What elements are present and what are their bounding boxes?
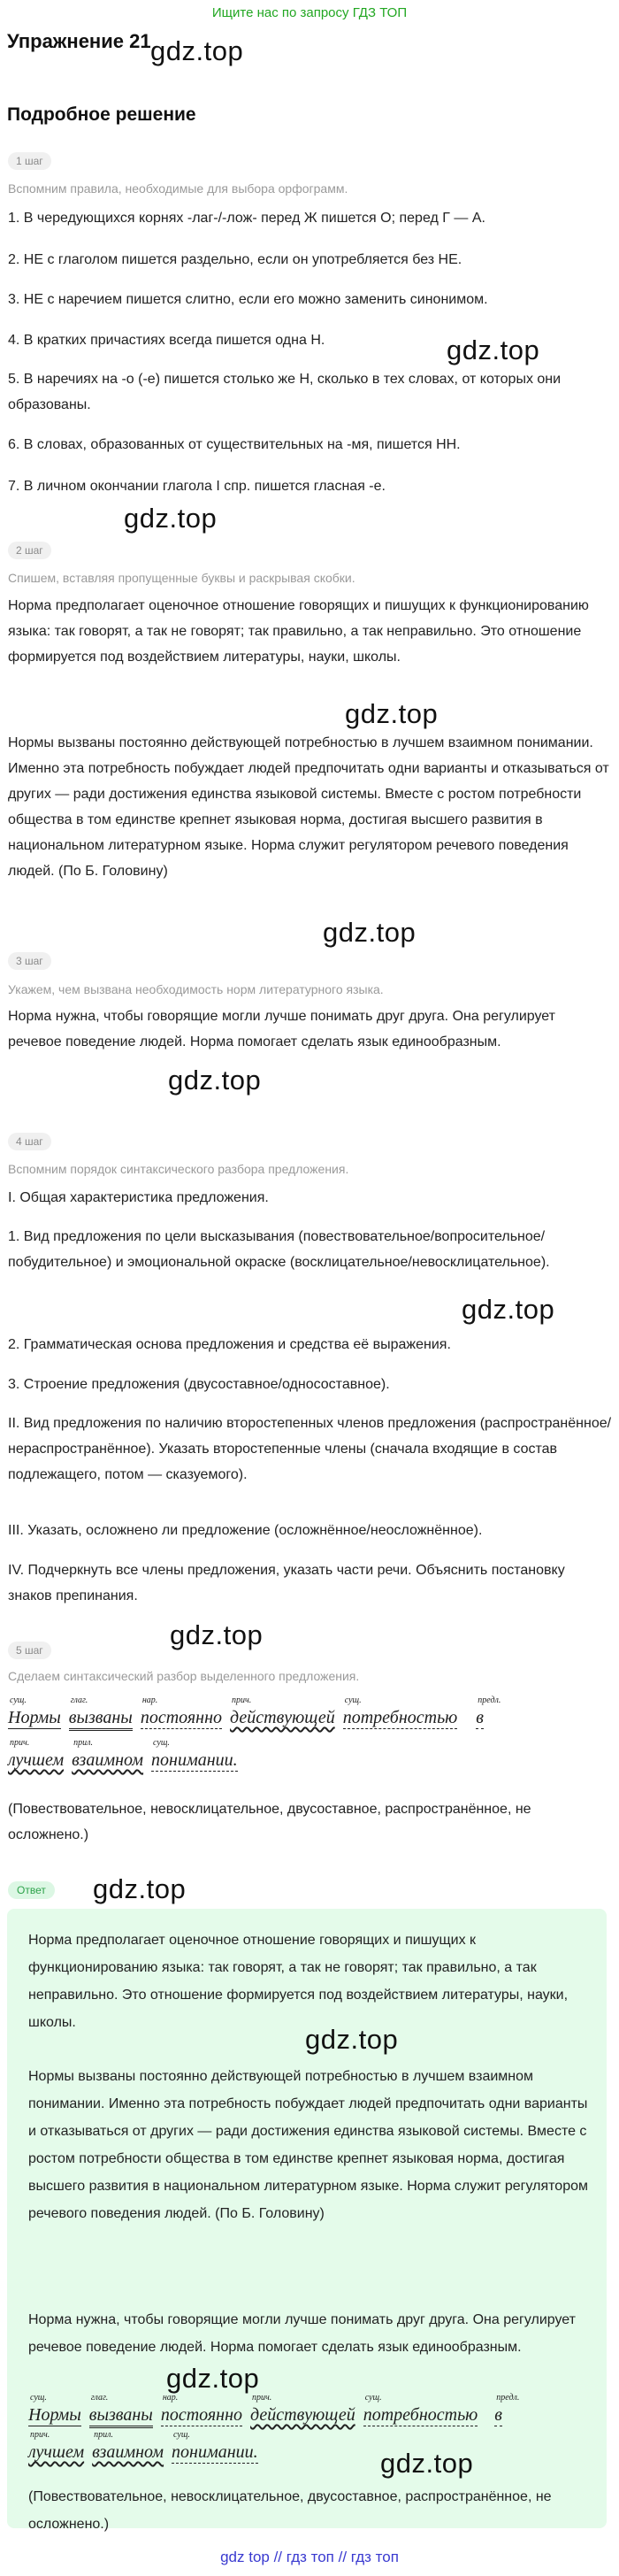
parse-word: прич. лучшем <box>8 1738 65 1770</box>
step-hint: Сделаем синтаксический разбор выделенного предложения. <box>8 1669 360 1683</box>
answer-paragraph: Норма предполагает оценочное отношение говорящих и пишущих к функционированию языка: так говорят, а так не говорят; так правильно, а так неправильно. Это отношение формируется под воздействием литературы, науки, школы. <box>28 1933 569 2030</box>
parse-word: сущ. потребностью <box>363 2393 478 2425</box>
rule-item: 6. В словах, образованных от существительных на -мя, пишется НН. <box>8 437 461 452</box>
parse-word: прич. действующей <box>230 1696 335 1727</box>
answer-paragraph: Нормы вызваны постоянно действующей потребностью в лучшем взаимном понимании. Именно эта потребность побуждает людей предпочитать одни варианты и отказываться от других — ради достижения единства языковой системы. Вместе с ростом потребности общества в том единстве крепнет языковая норма, достигая высшего развития в национальном литературном языке. Норма служит регулятором речевого поведения людей. (По Б. Головину) <box>28 2069 588 2221</box>
sentence-parse <box>28 2393 520 2428</box>
rule-item: IV. Подчеркнуть все члены предложения, указать части речи. Объяснить постановку знаков препинания. <box>8 1563 565 1603</box>
parse-word: прич. лучшем <box>28 2430 85 2462</box>
step-badge: 1 шаг <box>8 152 51 170</box>
parse-word: прил. взаимном <box>92 2430 164 2462</box>
watermark: gdz.top <box>380 2448 474 2479</box>
step-badge: 4 шаг <box>8 1133 51 1150</box>
text-paragraph: Норма нужна, чтобы говорящие могли лучше понимать друг друга. Она регулирует речевое поведение людей. Норма помогает сделать язык единообразным. <box>8 1009 555 1050</box>
answer-badge: Ответ <box>8 1881 55 1899</box>
rule-item: II. Вид предложения по наличию второстепенных членов предложения (распространённое/нераспространённое). Указать второстепенные члены (сначала входящие в состав подлежащего, потом — сказуемого). <box>8 1416 612 1482</box>
rule-item: I. Общая характеристика предложения. <box>8 1190 269 1205</box>
parse-word: сущ. Нормы <box>28 2393 81 2425</box>
rule-item: 4. В кратких причастиях всегда пишется одна Н. <box>8 333 325 348</box>
parse-summary: (Повествовательное, невосклицательное, двусоставное, распространённое, не осложнено.) <box>8 1802 531 1842</box>
parse-word: нар. постоянно <box>160 2393 243 2425</box>
sentence-parse <box>28 2430 262 2464</box>
watermark: gdz.top <box>150 35 244 66</box>
step-badge: 3 шаг <box>8 952 51 970</box>
parse-word: сущ. потребностью <box>342 1696 458 1727</box>
page-title: Упражнение 21 <box>7 30 151 52</box>
rule-item: 5. В наречиях на -о (-е) пишется столько же Н, сколько в тех словах, от которых они образованы. <box>8 372 562 412</box>
rule-item: 1. Вид предложения по цели высказывания (повествовательное/вопросительное/побудительное) и эмоциональной окраске (восклицательное/невосклицательное). <box>8 1229 550 1270</box>
parse-word: сущ. понимании. <box>151 1738 238 1770</box>
rule-item: III. Указать, осложнено ли предложение (осложнённое/неосложнённое). <box>8 1523 483 1538</box>
parse-word: прил. взаимном <box>72 1738 144 1770</box>
text-paragraph: Нормы вызваны постоянно действующей потребностью в лучшем взаимном понимании. Именно эта потребность побуждает людей предпочитать одни варианты и отказываться от других — ради достижения единства языковой системы. Вместе с ростом потребности общества в том единстве крепнет языковая норма, достигая высшего развития в национальном литературном языке. Норма служит регулятором речевого поведения людей. (По Б. Головину) <box>8 735 609 879</box>
text-paragraph: Норма предполагает оценочное отношение говорящих и пишущих к функционированию языка: так говорят, а так не говорят; так правильно, а так неправильно. Это отношение формируется под воздействием литературы, науки, школы. <box>8 598 589 665</box>
step-badge: 2 шаг <box>8 542 51 559</box>
watermark: gdz.top <box>323 917 416 948</box>
watermark: gdz.top <box>170 1619 264 1650</box>
rule-item: 2. Грамматическая основа предложения и средства её выражения. <box>8 1337 451 1352</box>
parse-word: сущ. Нормы <box>8 1696 61 1727</box>
watermark: gdz.top <box>166 2363 260 2394</box>
parse-word: сущ. понимании. <box>172 2430 258 2462</box>
sentence-parse <box>8 1696 501 1731</box>
rule-item: 3. НЕ с наречием пишется слитно, если его можно заменить синонимом. <box>8 292 488 307</box>
watermark: gdz.top <box>124 503 218 534</box>
answer-paragraph: Норма нужна, чтобы говорящие могли лучше понимать друг друга. Она регулирует речевое поведение людей. Норма помогает сделать язык единообразным. <box>28 2312 576 2355</box>
parse-word: прич. действующей <box>250 2393 355 2425</box>
watermark: gdz.top <box>93 1873 187 1904</box>
parse-word: предл. в <box>476 1696 501 1727</box>
step-hint: Вспомним порядок синтаксического разбора предложения. <box>8 1162 349 1176</box>
watermark: gdz.top <box>345 698 439 729</box>
rule-item: 7. В личном окончании глагола I спр. пишется гласная -е. <box>8 479 386 494</box>
parse-word: глаг. вызваны <box>89 2405 153 2428</box>
watermark: gdz.top <box>447 334 540 365</box>
sentence-parse <box>8 1738 241 1772</box>
search-banner[interactable]: Ищите нас по запросу ГДЗ ТОП <box>211 5 408 20</box>
step-badge: 5 шаг <box>8 1642 51 1659</box>
step-hint: Укажем, чем вызвана необходимость норм литературного языка. <box>8 982 384 996</box>
footer-links[interactable]: gdz top // гдз топ // гдз топ <box>220 2549 399 2565</box>
watermark: gdz.top <box>462 1294 555 1325</box>
parse-word: глаг. вызваны <box>69 1708 133 1731</box>
parse-word: предл. в <box>494 2393 520 2425</box>
watermark: gdz.top <box>305 2024 399 2055</box>
parse-word: нар. постоянно <box>140 1696 223 1727</box>
rule-item: 1. В чередующихся корнях -лаг-/-лож- перед Ж пишется О; перед Г — А. <box>8 211 485 226</box>
step-hint: Спишем, вставляя пропущенные буквы и раскрывая скобки. <box>8 571 355 585</box>
watermark: gdz.top <box>168 1065 262 1096</box>
rule-item: 2. НЕ с глаголом пишется раздельно, если он употребляется без НЕ. <box>8 252 462 267</box>
answer-summary: (Повествовательное, невосклицательное, двусоставное, распространённое, не осложнено.) <box>28 2489 552 2532</box>
section-title: Подробное решение <box>7 104 196 125</box>
rule-item: 3. Строение предложения (двусоставное/односоставное). <box>8 1377 390 1392</box>
step-hint: Вспомним правила, необходимые для выбора орфограмм. <box>8 181 348 196</box>
